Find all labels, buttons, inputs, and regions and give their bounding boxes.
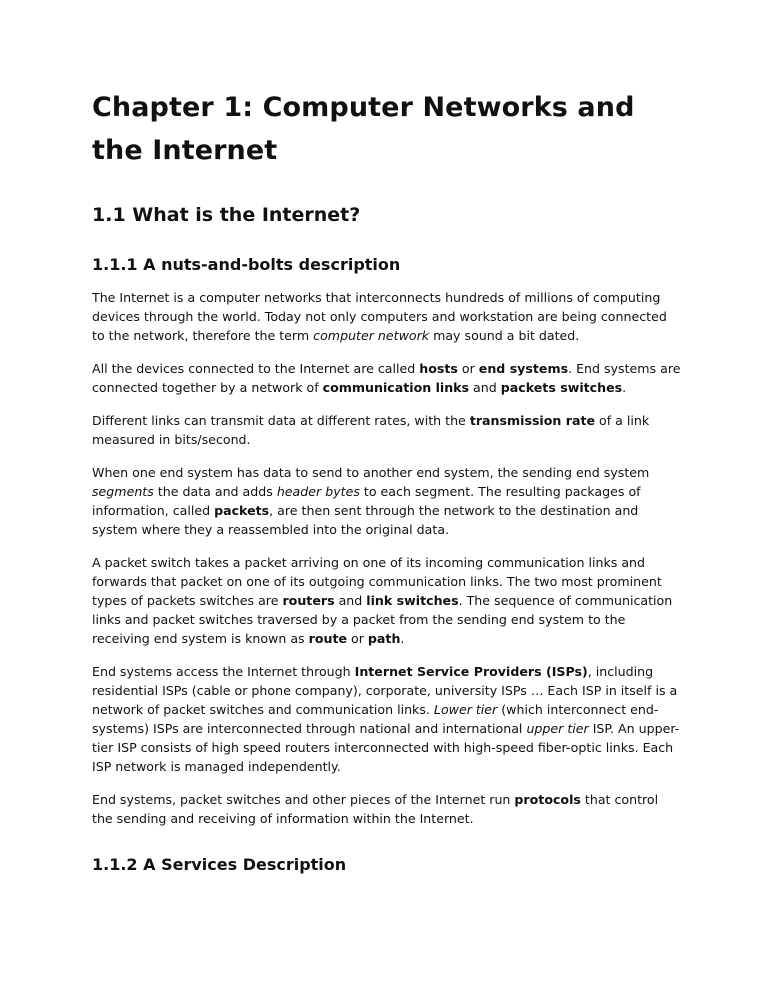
text: . End systems are connected together by a network of: [92, 361, 681, 395]
subsection-title-nuts-and-bolts: 1.1.1 A nuts-and-bolts description: [92, 255, 401, 274]
emphasis-term: computer network: [313, 328, 430, 343]
emphasis-term: header bytes: [276, 484, 360, 499]
text: , including residential ISPs (cable or phone company), corporate, university ISPs … Each ISP in itself is a network of packet switches and communication links.: [92, 664, 678, 717]
text: to each segment. The resulting packages of information, called: [92, 484, 641, 518]
text: .: [400, 631, 405, 646]
emphasis-term: Lower tier: [433, 702, 498, 717]
text: the data and adds: [153, 484, 277, 499]
key-term: routers: [282, 593, 335, 608]
key-term: route: [308, 631, 348, 646]
emphasis-term: upper tier: [526, 721, 589, 736]
paragraph-isps: [92, 662, 682, 776]
emphasis-term: segments: [92, 484, 154, 499]
key-term: communication links: [322, 380, 470, 395]
text: All the devices connected to the Internet are called: [92, 361, 420, 376]
document-page: [92, 86, 682, 876]
subsection-title-services: 1.1.2 A Services Description: [92, 855, 347, 874]
text: may sound a bit dated.: [429, 328, 580, 343]
paragraph-internet-definition: [92, 288, 682, 345]
text: Different links can transmit data at different rates, with the: [92, 413, 470, 428]
text: that control the sending and receiving of information within the Internet.: [92, 792, 659, 826]
text: A packet switch takes a packet arriving on one of its incoming communication links and forwards that packet on one of its outgoing communication links. The two most prominent types of packets switches are: [92, 555, 662, 608]
key-term: protocols: [514, 792, 581, 807]
paragraph-protocols: [92, 790, 682, 828]
text: of a link measured in bits/second.: [92, 413, 650, 447]
text: End systems, packet switches and other pieces of the Internet run: [92, 792, 515, 807]
text: The Internet is a computer networks that interconnects hundreds of millions of computing devices through the world. Today not only computers and workstation are being connected to the network, therefore the term: [92, 290, 667, 343]
text: or: [347, 631, 368, 646]
chapter-title: Chapter 1: Computer Networks and the Internet: [92, 92, 635, 166]
key-term: hosts: [419, 361, 458, 376]
paragraph-packet-switch: [92, 553, 682, 648]
key-term: transmission rate: [469, 413, 596, 428]
text: , are then sent through the network to the destination and system where they a reassembled into the original data.: [92, 503, 639, 537]
key-term: end systems: [478, 361, 569, 376]
text: . The sequence of communication links and packet switches traversed by a packet from the sending end system to the receiving end system is known as: [92, 593, 673, 646]
text: When one end system has data to send to another end system, the sending end system: [92, 465, 650, 480]
paragraph-packets: [92, 463, 682, 539]
text: End systems access the Internet through: [92, 664, 355, 679]
key-term: link switches: [366, 593, 459, 608]
key-term: packets switches: [500, 380, 623, 395]
text: .: [622, 380, 627, 395]
text: and: [469, 380, 501, 395]
text: and: [334, 593, 367, 608]
key-term: Internet Service Providers (ISPs): [354, 664, 588, 679]
key-term: packets: [214, 503, 270, 518]
paragraph-transmission-rate: [92, 411, 682, 449]
text: or: [457, 361, 479, 376]
key-term: path: [367, 631, 401, 646]
section-title: 1.1 What is the Internet?: [92, 204, 361, 226]
paragraph-hosts: [92, 359, 682, 397]
text: ISP. An upper-tier ISP consists of high speed routers interconnected with high-speed fiber-optic links. Each ISP network is managed independently.: [92, 721, 680, 774]
text: (which interconnect end-systems) ISPs are interconnected through national and international: [92, 702, 659, 736]
